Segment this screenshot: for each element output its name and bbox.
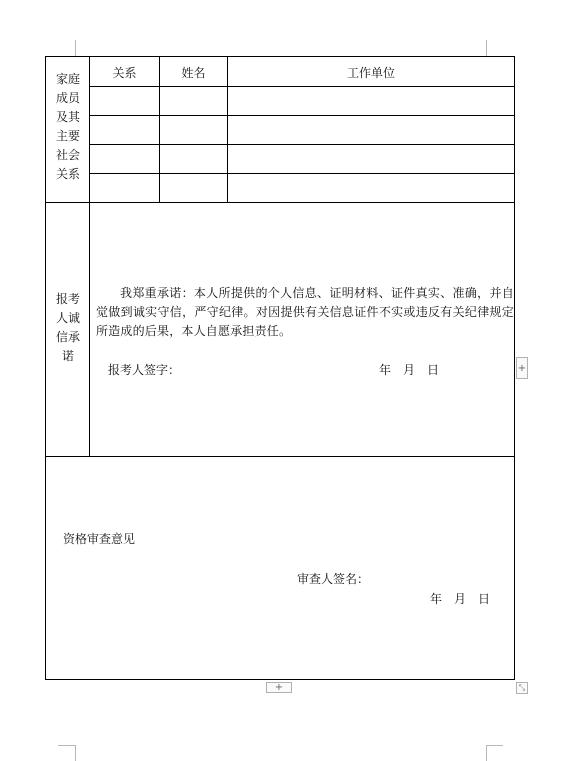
reviewer-signature-label: 审查人签名：: [297, 572, 370, 586]
column-header-relation: 关系: [112, 65, 137, 80]
pledge-label-line: 人诚: [55, 311, 80, 325]
review-opinion-label: 资格审查意见: [63, 532, 136, 546]
family-label-line: 家庭: [55, 72, 80, 86]
family-cell-employer-1[interactable]: [228, 87, 514, 115]
add-row-button[interactable]: [266, 682, 292, 693]
family-cell-name-4[interactable]: [160, 174, 227, 202]
family-cell-name-2[interactable]: [160, 116, 227, 144]
family-cell-name-3[interactable]: [160, 145, 227, 173]
family-cell-relation-4[interactable]: [90, 174, 159, 202]
resize-handle-icon: ⤡: [518, 683, 526, 692]
family-label-line: 及其: [55, 110, 80, 124]
application-form-table: [45, 56, 515, 680]
pledge-text: 我郑重承诺：本人所提供的个人信息、证明材料、证件真实、准确，并自觉做到诚实守信，严守纪律。对因提供有关信息证件不实或违反有关纪律规定所造成的后果，本人自愿承担责任。: [96, 286, 514, 338]
pledge-label-line: 诺: [61, 349, 74, 363]
crop-mark-bottom-left-v: [75, 745, 76, 761]
family-section-label: [46, 70, 90, 184]
plus-icon: +: [274, 682, 284, 693]
pledge-section-label: [46, 290, 90, 366]
family-label-line: 主要: [55, 129, 80, 143]
column-header-employer: 工作单位: [346, 65, 395, 80]
family-cell-employer-4[interactable]: [228, 174, 514, 202]
crop-mark-bottom-left: [58, 745, 75, 746]
crop-mark-top-left: [75, 40, 76, 56]
family-label-line: 成员: [55, 91, 80, 105]
family-cell-relation-2[interactable]: [90, 116, 159, 144]
family-cell-name-1[interactable]: [160, 87, 227, 115]
reviewer-signature-date: 年 月 日: [430, 592, 491, 606]
family-label-line: 社会: [55, 148, 80, 162]
pledge-label-line: 信承: [55, 330, 80, 344]
column-header-name: 姓名: [181, 65, 206, 80]
pledge-label-line: 报考: [55, 292, 80, 306]
crop-mark-top-right: [486, 40, 487, 56]
crop-mark-bottom-right: [486, 745, 503, 746]
family-cell-relation-1[interactable]: [90, 87, 159, 115]
family-section-divider: [46, 202, 514, 203]
plus-icon: +: [517, 362, 527, 374]
applicant-signature-label: 报考人签字：: [108, 363, 181, 377]
applicant-signature-date: 年 月 日: [379, 363, 440, 377]
family-label-line: 关系: [55, 167, 80, 181]
table-resize-handle[interactable]: [516, 682, 528, 694]
family-cell-relation-3[interactable]: [90, 145, 159, 173]
family-cell-employer-3[interactable]: [228, 145, 514, 173]
family-cell-employer-2[interactable]: [228, 116, 514, 144]
crop-mark-bottom-right-v: [486, 745, 487, 761]
add-column-button[interactable]: [516, 357, 528, 379]
pledge-section-divider: [46, 456, 514, 457]
